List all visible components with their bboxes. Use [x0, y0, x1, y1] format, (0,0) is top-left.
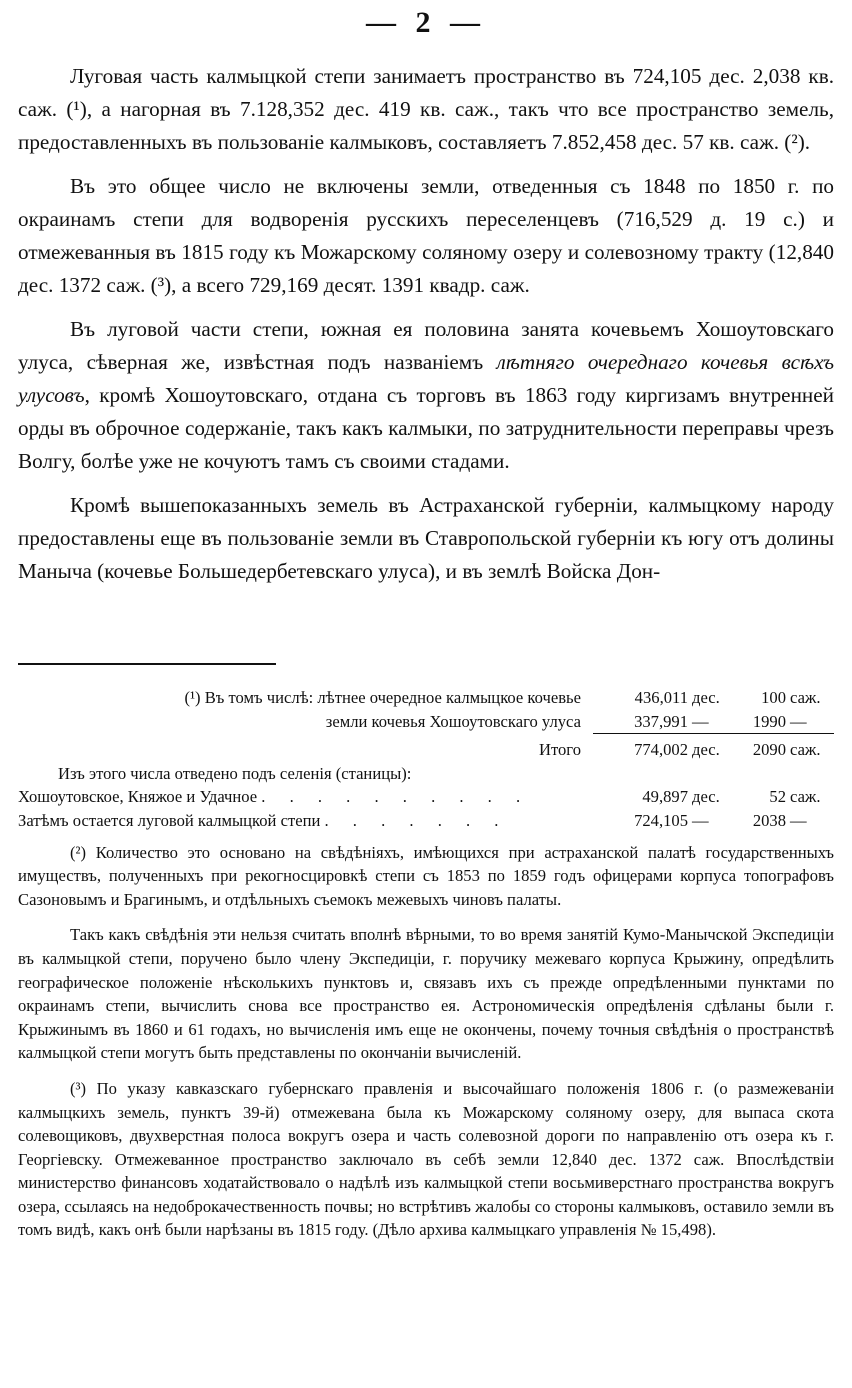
row-label: Хошоутовское, Княжое и Удачное	[18, 787, 258, 807]
paragraph-4: Кромѣ вышепоказанныхъ земель въ Астраханской губерніи, калмыцкому народу предоставлены еще въ пользованіе земли въ Ставропольской губерніи къ югу отъ долины Маныча (кочевье Большедербетевскаго улуса), и въ землѣ Войска Дон-	[18, 493, 834, 583]
row-value2: 52	[769, 787, 786, 807]
row-unit2: саж.	[790, 787, 821, 807]
table-row	[18, 809, 834, 833]
row-value2: 2090	[738, 734, 786, 762]
paragraph-1: Луговая часть калмыцкой степи занимаетъ пространство въ 724,105 дес. 2,038 кв. саж. (¹), а нагорная въ 7.128,352 дес. 419 кв. саж., такъ что все пространство земель, предоставленныхъ въ пользованіе калмыковъ, составляетъ 7.852,458 дес. 57 кв. саж. (²).	[18, 64, 834, 154]
row-unit2: —	[790, 810, 807, 830]
row-value: 49,897	[642, 787, 688, 807]
row-label-cell	[18, 809, 593, 833]
table-row	[18, 785, 834, 809]
row-value2: 2038	[752, 810, 786, 830]
page-number: — 2 —	[366, 6, 486, 39]
paragraph-3-part-a: Въ луговой части степи, южная ея половина занята кочевьемъ Хошоутовскаго улуса, сѣверная же, извѣстная подъ названіемъ	[18, 317, 834, 374]
main-text	[18, 60, 834, 599]
row-leader-dots: . . . . . . . . . .	[261, 787, 531, 807]
row-unit2: —	[790, 711, 807, 731]
row-label: земли кочевья Хошоутовскаго улуса	[325, 711, 581, 731]
row-unit: —	[692, 711, 709, 731]
row-label: Затѣмъ остается луговой калмыцкой степи	[18, 810, 321, 830]
row-label-cell	[18, 785, 593, 809]
footnote-2-paragraph-1: (²) Количество это основано на свѣдѣніяхъ, имѣющихся при астраханской палатѣ государственныхъ имуществъ, полученныхъ при рекогносцировкѣ степи съ 1853 по 1859 годъ офицерами корпуса топографовъ Сазоновымъ и Брагинымъ, и отдѣльныхъ съемокъ межевыхъ чиновъ палаты.	[18, 842, 834, 909]
footnotes	[18, 686, 834, 1242]
row-value2: 100	[761, 688, 786, 707]
table-row	[18, 710, 834, 734]
row-unit: дес.	[688, 734, 738, 762]
paragraph-3-part-b: , кромѣ Хошоутовскаго, отдана съ торговъ въ 1863 году киргизамъ внутренней орды въ оброчное содержаніе, такъ какъ калмыки, по затруднительности переправы чрезъ Волгу, болѣе уже не кочуютъ тамъ съ своими стадами.	[18, 383, 834, 473]
paragraph-2: Въ это общее число не включены земли, отведенныя съ 1848 по 1850 г. по окраинамъ степи для водворенія русскихъ переселенцевъ (716,529 д. 19 с.) и отмежеванныя въ 1815 году къ Можарскому соляному озеру и солевозному тракту (12,840 дес. 1372 саж. (³), а всего 729,169 десят. 1391 квадр. саж.	[18, 174, 834, 297]
paragraph-3	[18, 313, 834, 478]
row-value: 774,002	[593, 734, 688, 762]
row-value: 337,991	[634, 711, 688, 731]
footnote-1-table	[18, 686, 834, 833]
row-unit: дес.	[692, 688, 720, 707]
row-unit2: саж.	[790, 688, 821, 707]
row-label: (¹) Въ томъ числѣ: лѣтнее очередное калмыцкое кочевье	[184, 688, 581, 707]
table-subheading: Изъ этого числа отведено подъ селенія (станицы):	[58, 763, 412, 783]
table-row-total	[18, 734, 834, 762]
row-value: 724,105	[634, 810, 688, 830]
row-label: Итого	[538, 740, 581, 760]
table-row	[18, 686, 834, 710]
table-subheading-row	[18, 762, 834, 786]
row-value2: 1990	[752, 711, 786, 731]
row-leader-dots: . . . . . . .	[324, 810, 509, 830]
footnote-3-paragraph: (³) По указу кавказскаго губернскаго правленія и высочайшаго положенія 1806 г. (о размежеваніи калмыцкихъ земель, пунктъ 39-й) отмежевана была къ Можарскому соляному озеру, для выпаса скота солевощиковъ, двухверстная полоса вокругъ озера и часть солевозной дороги по направленію отъ озера къ г. Георгіевску. Отмежеванное пространство заключало въ себѣ земли 12,840 дес. 1372 саж. Впослѣдствіи министерство финансовъ ходатайствовало о надѣлѣ изъ калмыцкой степи восьмиверстнаго пространства вокругъ озера, ссылаясь на недоброкачественность почвы; но встрѣтивъ жалобы со стороны калмыковъ, оставило земли въ томъ видѣ, какъ онѣ были нарѣзаны въ 1815 году. (Дѣло архива калмыцкаго управленія № 15,498).	[18, 1078, 834, 1240]
paragraph-3-italic: лѣтняго очереднаго кочевья всѣхъ улусовъ	[18, 350, 834, 407]
row-unit: —	[692, 810, 709, 830]
footnote-2-paragraph-2: Такъ какъ свѣдѣнія эти нельзя считать вполнѣ вѣрными, то во время занятій Кумо-Манычской Экспедиціи въ калмыцкой степи, поручено было члену Экспедиціи, г. поручику межеваго корпуса Крыжину, опредѣлить географическое положеніе нѣсколькихъ пунктовъ и, связавъ ихъ съ прежде опредѣленными пунктами по окраинамъ степи, вычислить снова все пространство ея. Астрономическія опредѣленія сдѣланы были г. Крыжинымъ въ 1860 и 61 годахъ, но вычисленія имъ еще не окончены, почему точныя свѣдѣнія о пространствѣ калмыцкой степи могутъ быть представлены по окончаніи вычисленій.	[18, 925, 834, 1063]
row-unit2: саж.	[786, 734, 834, 762]
row-value: 436,011	[634, 688, 688, 707]
row-unit: дес.	[692, 787, 720, 807]
footnote-separator	[18, 663, 276, 665]
